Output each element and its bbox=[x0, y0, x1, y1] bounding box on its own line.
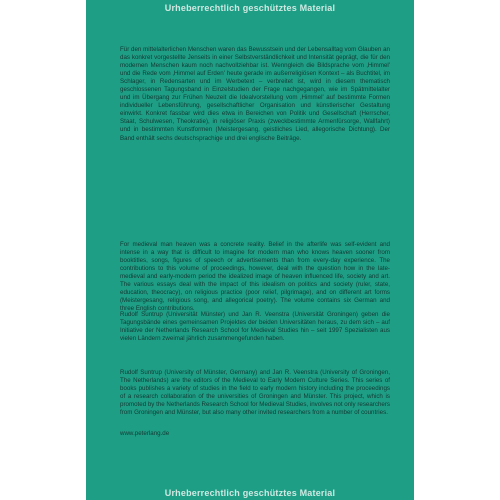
publisher-url[interactable]: www.peterlang.de bbox=[120, 430, 170, 437]
english-editors-text: Rudolf Suntrup (University of Münster, Germany) and Jan R. Veenstra (University of Groningen, The Netherlands) are the editors of the Medieval to Early Modern Culture Series. This series of books publishes a variety of studies in the field to early modern history including the proceedings of a research collaboration of the universities of Groningen and Münster. This project, which is promoted by the Netherlands Research School for Medieval Studies, involves not only researchers from Groningen and Münster, but also many other invited researchers from a number of countries. bbox=[120, 369, 390, 417]
german-summary-text: Für den mittelalterlichen Menschen waren das Bewusstsein und der Lebensalltag vom Glauben an das konkret vorgestellte Jenseits in einer Selbstverständlichkeit und Intensität geprägt, die für den modernen Menschen kaum noch nachvollziehbar ist. Wenngleich die Bildsprache vom ‚Himmel' und die Rede vom ‚Himmel auf Erden' heute gerade im außerreligiösen Kontext – als Buchtitel, im Schlager, in Redensarten und im Werbetext – verbreitet ist, wird in diesem thematisch geschlossenen Tagungsband in Einzelstudien der Frage nachgegangen, wie im Spätmittelalter und im Übergang zur Frühen Neuzeit die Idealvorstellung vom ‚Himmel' auf bestimmte Formen individueller Lebensführung, gesellschaftlicher Organisation und künstlerischer Gestaltung einwirkt. Konkret fassbar wird dies etwa in Bereichen von Politik und Gesellschaft (Herrscher, Staat, Schulwesen, Theokratie), in religiöser Praxis (zweckbestimmte Armenfürsorge, Wallfahrt) und in bestimmten Kunstformen (Meistergesang, geistliches Lied, allegorische Dichtung). Der Band enthält sechs deutschsprachige und drei englische Beiträge. bbox=[120, 46, 390, 142]
english-summary-text: For medieval man heaven was a concrete reality. Belief in the afterlife was self-evident and intense in a way that is difficult to imagine for modern man who knows heaven sooner from booktitles, songs, figures of speech or advertisements than from every-day experience. The contributions to this volume of proceedings, however, deal with the question how in the late-medieval and early-modern period the idealized image of heaven influenced life, society and art. The various essays deal with the impact of this idealism on politics and society (ruler, state, education, theocracy), on religious practice (poor relief, pilgrimage), and on different art forms (Meistergesang, religious song, and allegorical poetry). The volume contains six German and three English contributions. bbox=[120, 241, 390, 313]
back-cover bbox=[86, 0, 414, 500]
english-editors-note bbox=[120, 369, 390, 417]
copyright-watermark-bottom: Urheberrechtlich geschütztes Material bbox=[164, 488, 336, 498]
german-editors-text: Rudolf Suntrup (Universität Münster) und Jan R. Veenstra (Universität Groningen) geben die Tagungsbände eines gemeinsamen Projektes der beiden Universitäten heraus, zu dem sich – auf Initiative der Netherlands Research School for Medieval Studies hin – seit 1997 Spezialisten aus vielen Ländern zweimal jährlich zusammengefunden haben. bbox=[120, 311, 390, 343]
english-summary bbox=[120, 241, 390, 313]
german-editors-note bbox=[120, 311, 390, 343]
german-summary bbox=[120, 46, 390, 143]
copyright-watermark-top: Urheberrechtlich geschütztes Material bbox=[164, 3, 336, 13]
